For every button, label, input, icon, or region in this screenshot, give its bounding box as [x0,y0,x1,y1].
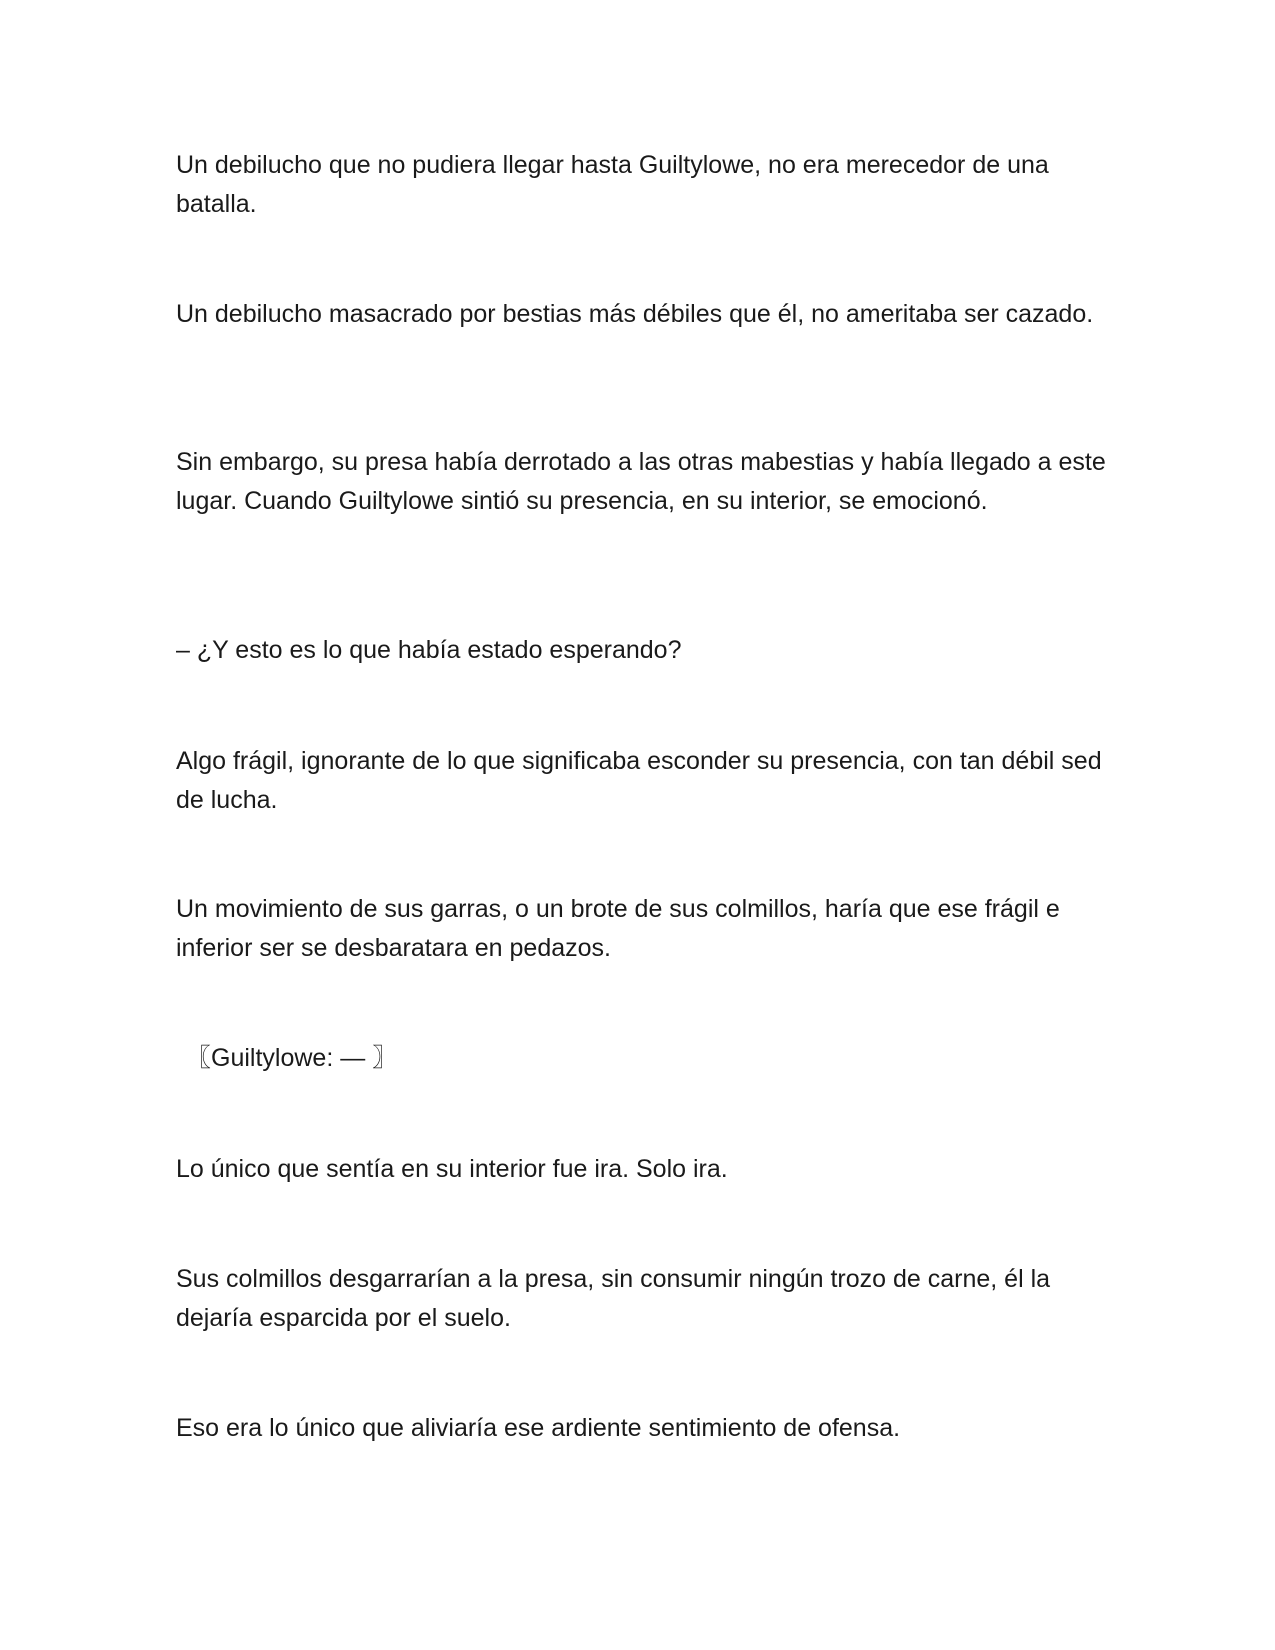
paragraph: Un debilucho que no pudiera llegar hasta Guiltylowe, no era merecedor de una batalla. [176,151,1049,218]
paragraph: Eso era lo único que aliviaría ese ardiente sentimiento de ofensa. [176,1414,901,1442]
paragraph: Un debilucho masacrado por bestias más débiles que él, no ameritaba ser cazado. [176,300,1094,328]
paragraph: Lo único que sentía en su interior fue ira. Solo ira. [176,1155,728,1183]
speaker-line: 〖Guiltylowe: — 〗 [186,1044,398,1072]
paragraph: Algo frágil, ignorante de lo que significaba esconder su presencia, con tan débil sed de lucha. [176,747,1102,814]
paragraph: Sus colmillos desgarrarían a la presa, sin consumir ningún trozo de carne, él la dejaría esparcida por el suelo. [176,1265,1051,1332]
paragraph: Un movimiento de sus garras, o un brote de sus colmillos, haría que ese frágil e inferior ser se desbaratara en pedazos. [176,895,1060,962]
paragraph: Sin embargo, su presa había derrotado a las otras mabestias y había llegado a este lugar. Cuando Guiltylowe sintió su presencia, en su interior, se emocionó. [176,448,1106,515]
dialogue-line: – ¿Y esto es lo que había estado esperando? [176,636,682,664]
